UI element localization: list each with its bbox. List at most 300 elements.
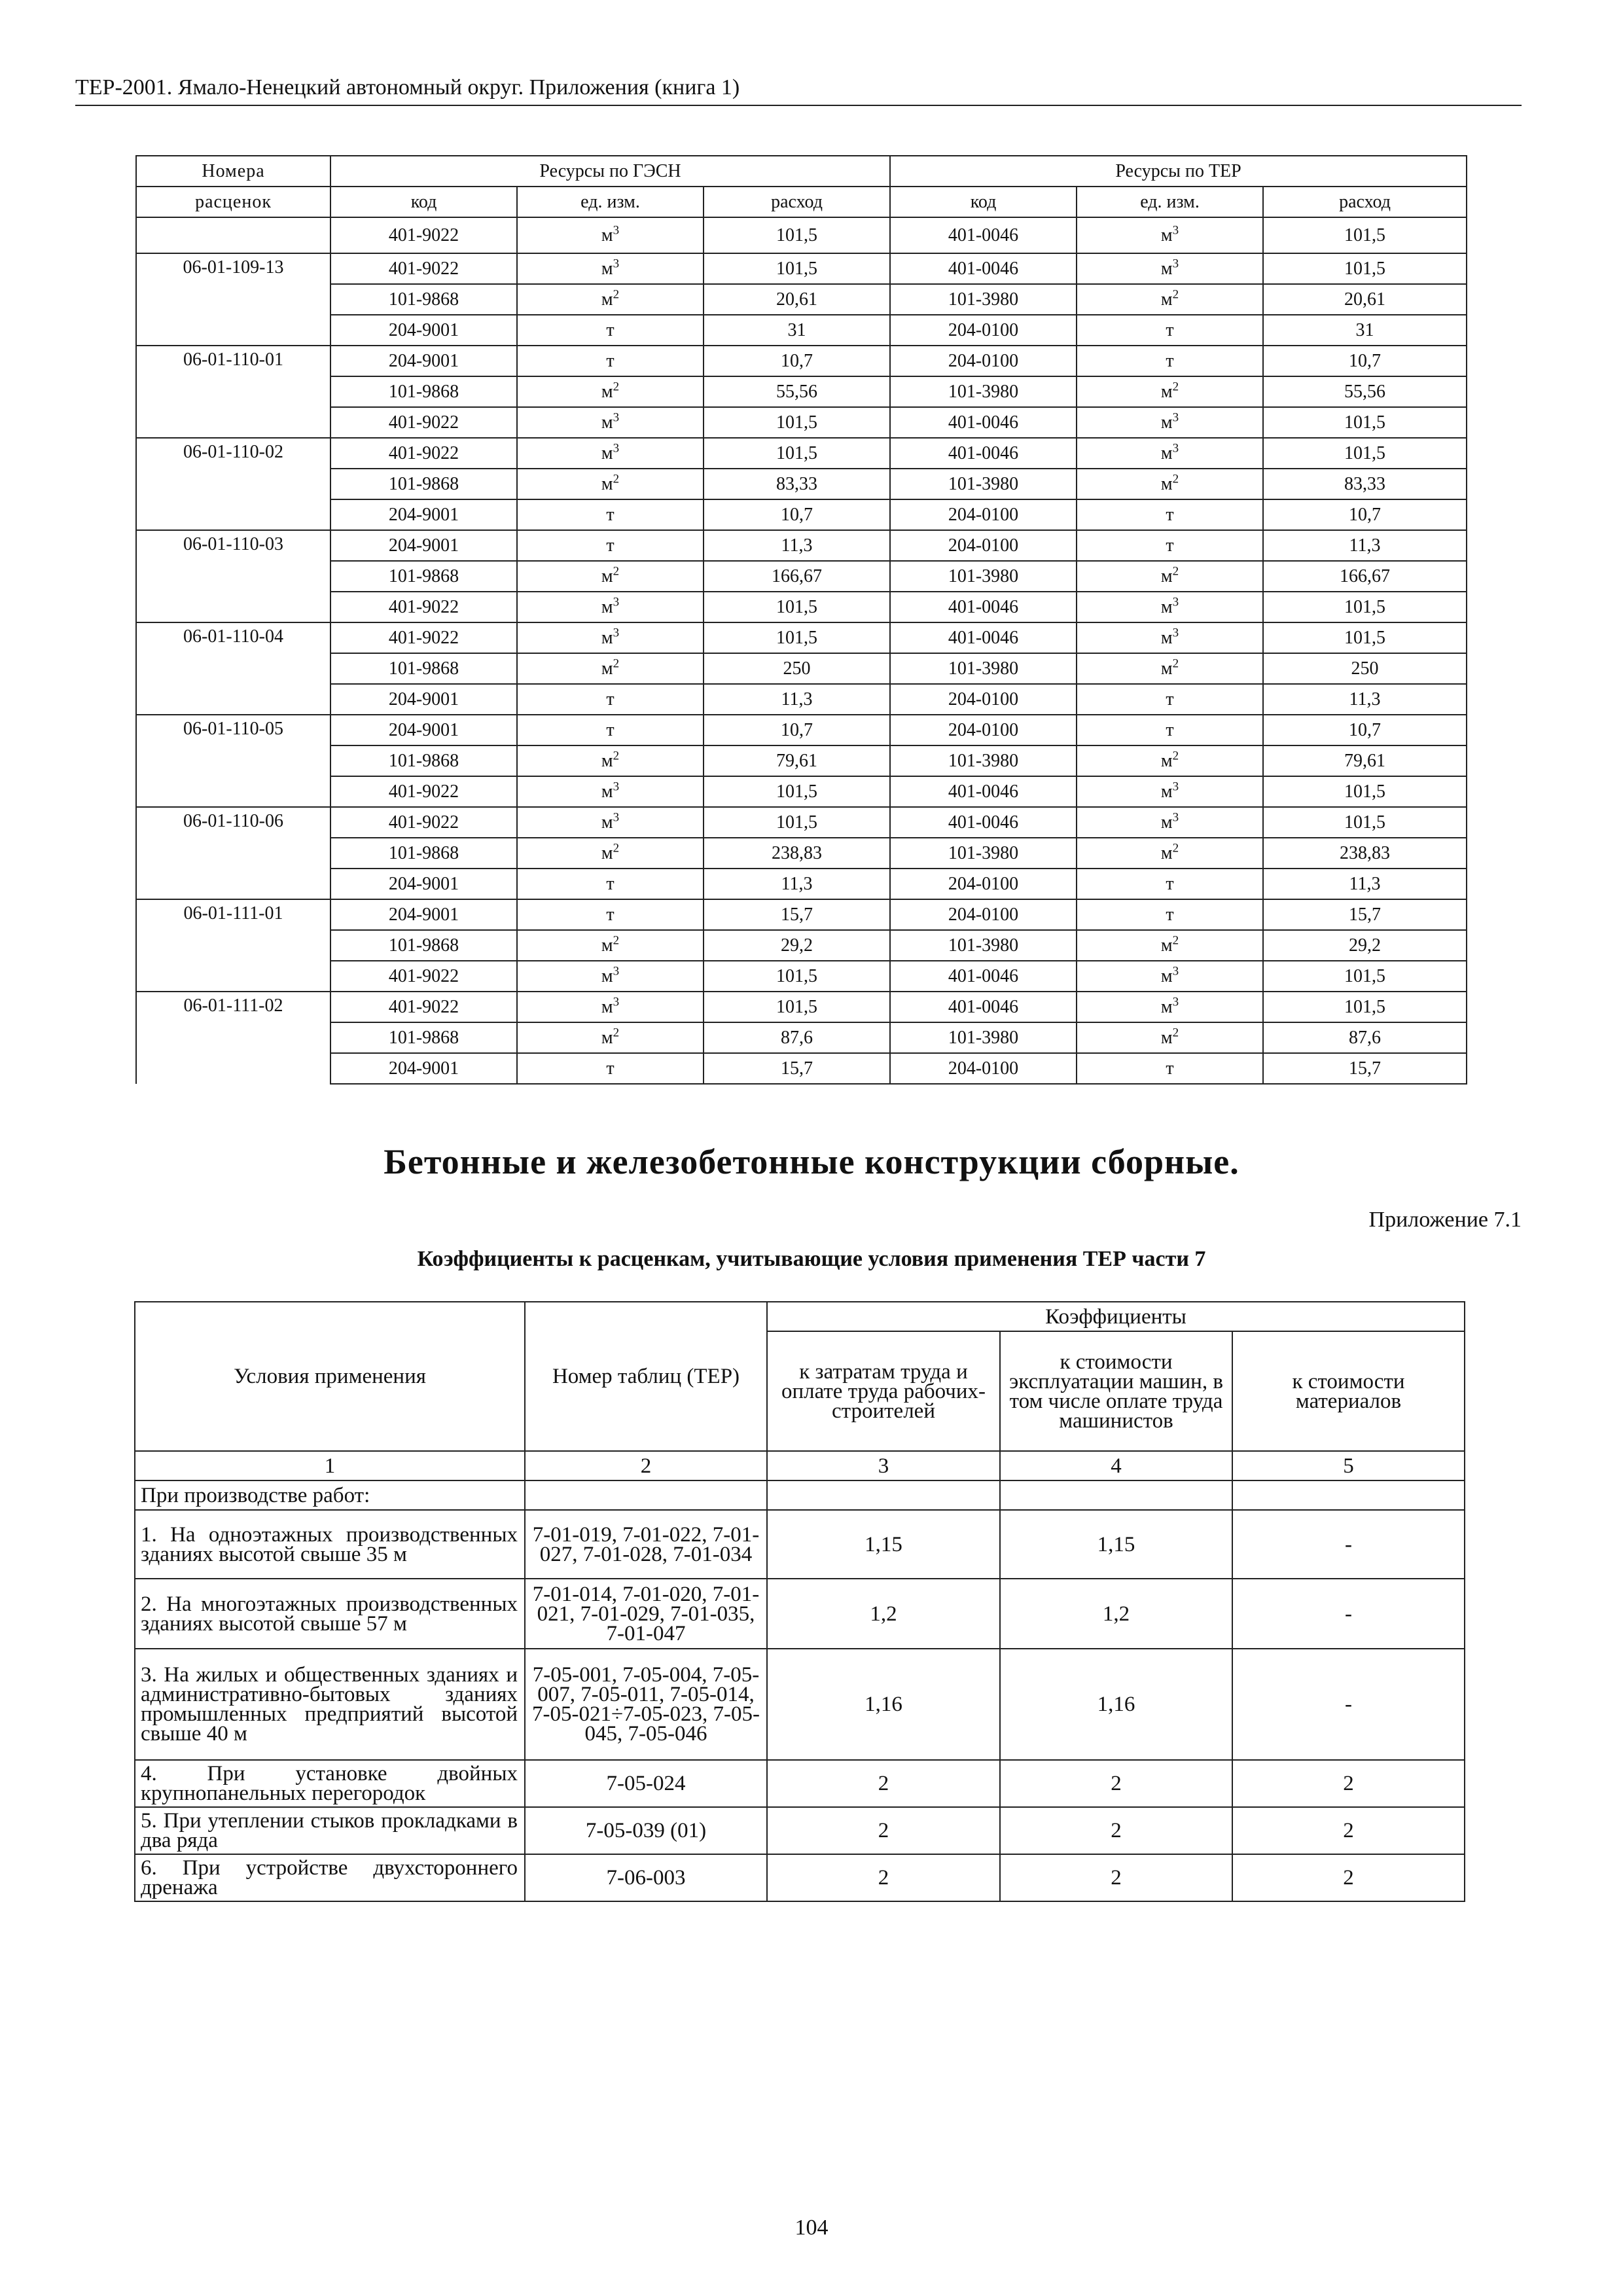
- ter-code-cell: 204-0100: [890, 530, 1077, 561]
- machines-coef-cell: 2: [1000, 1854, 1232, 1901]
- ter-qty-cell: 15,7: [1263, 899, 1467, 930]
- unit-text: м: [1160, 627, 1173, 648]
- gesn-qty-cell: 101,5: [704, 992, 890, 1022]
- gesn-unit-cell: [517, 745, 704, 776]
- column-number: 3: [767, 1451, 1000, 1480]
- unit-text: м: [1160, 750, 1173, 771]
- ter-qty-cell: 101,5: [1263, 592, 1467, 622]
- table-row: [136, 622, 1467, 653]
- gesn-unit-cell: [517, 684, 704, 715]
- page-header: ТЕР-2001. Ямало-Ненецкий автономный округ. Приложения (книга 1): [75, 73, 1522, 106]
- ter-code-cell: 401-0046: [890, 992, 1077, 1022]
- unit-text: м: [601, 473, 613, 494]
- ter-unit-cell: [1077, 992, 1263, 1022]
- gesn-qty-header: расход: [704, 187, 890, 217]
- gesn-code-cell: 204-9001: [330, 1053, 517, 1084]
- gesn-code-cell: 401-9022: [330, 407, 517, 438]
- gesn-code-header: код: [330, 187, 517, 217]
- unit-text: м: [1160, 258, 1173, 279]
- materials-coef-header: к стоимости материалов: [1232, 1331, 1465, 1451]
- ter-code-cell: 401-0046: [890, 622, 1077, 653]
- ter-unit-cell: [1077, 622, 1263, 653]
- ter-qty-cell: 55,56: [1263, 376, 1467, 407]
- unit-exponent: 3: [613, 626, 620, 640]
- unit-exponent: 2: [1172, 656, 1179, 671]
- unit-exponent: 2: [613, 472, 620, 486]
- materials-coef-cell: 2: [1232, 1854, 1465, 1901]
- gesn-qty-cell: 101,5: [704, 961, 890, 992]
- table-row: [136, 715, 1467, 745]
- unit-exponent: 2: [1172, 933, 1179, 948]
- unit-text: т: [606, 504, 615, 525]
- ter-unit-cell: [1077, 1022, 1263, 1053]
- table-row: [135, 1807, 1465, 1854]
- unit-text: т: [1166, 504, 1174, 525]
- ter-code-cell: 101-3980: [890, 930, 1077, 961]
- table-row: [136, 930, 1467, 961]
- unit-text: м: [601, 224, 613, 245]
- rate-code-cell: 06-01-110-06: [136, 807, 330, 899]
- ter-qty-cell: 29,2: [1263, 930, 1467, 961]
- table-row: [136, 438, 1467, 469]
- table-row: [136, 315, 1467, 346]
- materials-coef-cell: -: [1232, 1579, 1465, 1649]
- gesn-qty-cell: 31: [704, 315, 890, 346]
- gesn-code-cell: 204-9001: [330, 315, 517, 346]
- unit-text: м: [1160, 596, 1173, 617]
- unit-text: м: [601, 935, 613, 956]
- table-row: [136, 407, 1467, 438]
- labor-coef-cell: 1,2: [767, 1579, 1000, 1649]
- gesn-qty-cell: 101,5: [704, 407, 890, 438]
- gesn-qty-cell: 20,61: [704, 284, 890, 315]
- unit-exponent: 3: [1172, 995, 1179, 1009]
- unit-exponent: 2: [1172, 564, 1179, 579]
- unit-text: м: [601, 781, 613, 802]
- gesn-unit-cell: [517, 376, 704, 407]
- table-row: [136, 776, 1467, 807]
- ter-unit-cell: [1077, 653, 1263, 684]
- rate-code-cell: 06-01-110-03: [136, 530, 330, 622]
- unit-text: м: [601, 442, 613, 463]
- unit-exponent: 3: [1172, 626, 1179, 640]
- ter-qty-cell: 101,5: [1263, 438, 1467, 469]
- table-row: [136, 530, 1467, 561]
- unit-text: м: [1160, 996, 1173, 1017]
- ter-qty-cell: 79,61: [1263, 745, 1467, 776]
- unit-text: м: [601, 750, 613, 771]
- unit-text: т: [1166, 904, 1174, 925]
- ter-unit-cell: [1077, 838, 1263, 869]
- ter-unit-cell: [1077, 869, 1263, 899]
- ter-unit-cell: [1077, 561, 1263, 592]
- appendix-label: Приложение 7.1: [1368, 1208, 1522, 1232]
- unit-exponent: 2: [613, 1026, 620, 1040]
- unit-exponent: 2: [613, 656, 620, 671]
- unit-text: м: [601, 842, 613, 863]
- gesn-code-cell: 101-9868: [330, 469, 517, 499]
- table-row: [136, 346, 1467, 376]
- column-number: 1: [135, 1451, 525, 1480]
- gesn-unit-cell: [517, 346, 704, 376]
- ter-qty-cell: 10,7: [1263, 715, 1467, 745]
- gesn-code-cell: 204-9001: [330, 715, 517, 745]
- gesn-qty-cell: 11,3: [704, 869, 890, 899]
- ter-unit-cell: [1077, 961, 1263, 992]
- gesn-code-cell: 401-9022: [330, 776, 517, 807]
- ter-unit-cell: [1077, 745, 1263, 776]
- table-row: [136, 284, 1467, 315]
- unit-exponent: 2: [613, 380, 620, 394]
- column-number: 5: [1232, 1451, 1465, 1480]
- unit-exponent: 3: [1172, 223, 1179, 238]
- unit-exponent: 3: [1172, 410, 1179, 425]
- table-row: [136, 561, 1467, 592]
- ter-qty-cell: 166,67: [1263, 561, 1467, 592]
- gesn-qty-cell: 83,33: [704, 469, 890, 499]
- unit-text: м: [1160, 442, 1173, 463]
- unit-exponent: 3: [1172, 257, 1179, 271]
- gesn-unit-cell: [517, 284, 704, 315]
- table-row: [136, 838, 1467, 869]
- unit-text: м: [1160, 1027, 1173, 1048]
- rate-code-cell: 06-01-110-02: [136, 438, 330, 530]
- rate-code-cell: 06-01-110-04: [136, 622, 330, 715]
- condition-cell: 1. На одноэтажных производственных зданиях высотой свыше 35 м: [135, 1510, 525, 1579]
- ter-unit-cell: [1077, 1053, 1263, 1084]
- gesn-unit-cell: [517, 622, 704, 653]
- condition-cell: 6. При устройстве двухстороннего дренажа: [135, 1854, 525, 1901]
- ter-code-cell: 204-0100: [890, 684, 1077, 715]
- ter-code-cell: 204-0100: [890, 499, 1077, 530]
- ter-code-header: код: [890, 187, 1077, 217]
- machines-coef-cell: 1,2: [1000, 1579, 1232, 1649]
- table-row: [135, 1854, 1465, 1901]
- table-row: [136, 745, 1467, 776]
- unit-text: м: [601, 812, 613, 833]
- labor-coef-cell: 1,16: [767, 1649, 1000, 1760]
- ter-unit-cell: [1077, 715, 1263, 745]
- unit-text: м: [1160, 381, 1173, 402]
- unit-exponent: 3: [613, 595, 620, 609]
- ter-qty-cell: 101,5: [1263, 961, 1467, 992]
- gesn-code-cell: 101-9868: [330, 284, 517, 315]
- table-row: [136, 253, 1467, 284]
- unit-text: м: [601, 627, 613, 648]
- unit-text: м: [601, 596, 613, 617]
- unit-exponent: 3: [613, 257, 620, 271]
- table-row: [136, 961, 1467, 992]
- ter-unit-cell: [1077, 438, 1263, 469]
- gesn-code-cell: 401-9022: [330, 961, 517, 992]
- unit-text: м: [1160, 842, 1173, 863]
- ter-unit-cell: [1077, 530, 1263, 561]
- unit-exponent: 2: [613, 564, 620, 579]
- gesn-code-cell: 204-9001: [330, 499, 517, 530]
- gesn-code-cell: 101-9868: [330, 930, 517, 961]
- condition-cell: 5. При утеплении стыков прокладками в два ряда: [135, 1807, 525, 1854]
- table-row: [135, 1760, 1465, 1807]
- gesn-unit-cell: [517, 807, 704, 838]
- ter-unit-header: ед. изм.: [1077, 187, 1263, 217]
- unit-exponent: 2: [1172, 287, 1179, 302]
- unit-text: м: [1160, 781, 1173, 802]
- materials-coef-cell: -: [1232, 1510, 1465, 1579]
- unit-exponent: 3: [613, 995, 620, 1009]
- ter-code-cell: 401-0046: [890, 253, 1077, 284]
- gesn-resources-header: Ресурсы по ГЭСН: [330, 156, 890, 187]
- ter-qty-cell: 87,6: [1263, 1022, 1467, 1053]
- unit-text: т: [1166, 719, 1174, 740]
- table-row: [135, 1510, 1465, 1579]
- gesn-qty-cell: 15,7: [704, 899, 890, 930]
- unit-exponent: 3: [1172, 780, 1179, 794]
- labor-coef-cell: 2: [767, 1760, 1000, 1807]
- unit-text: т: [1166, 350, 1174, 371]
- ter-code-cell: 204-0100: [890, 346, 1077, 376]
- ter-code-cell: 401-0046: [890, 961, 1077, 992]
- ter-qty-cell: 31: [1263, 315, 1467, 346]
- gesn-code-cell: 401-9022: [330, 592, 517, 622]
- tables-cell: 7-06-003: [525, 1854, 767, 1901]
- rate-code-cell: 06-01-111-01: [136, 899, 330, 992]
- unit-text: м: [601, 381, 613, 402]
- tables-cell: 7-05-001, 7-05-004, 7-05-007, 7-05-011, 7-05-014, 7-05-021÷7-05-023, 7-05-045, 7-05-046: [525, 1649, 767, 1760]
- section-title: Бетонные и железобетонные конструкции сборные.: [383, 1142, 1240, 1181]
- gesn-unit-cell: [517, 217, 704, 253]
- unit-exponent: 2: [1172, 380, 1179, 394]
- unit-exponent: 3: [613, 810, 620, 825]
- unit-text: м: [1160, 658, 1173, 679]
- ter-qty-cell: 101,5: [1263, 776, 1467, 807]
- unit-text: т: [1166, 535, 1174, 556]
- unit-text: т: [1166, 873, 1174, 894]
- unit-exponent: 3: [1172, 595, 1179, 609]
- ter-code-cell: 101-3980: [890, 561, 1077, 592]
- ter-unit-cell: [1077, 217, 1263, 253]
- coefficients-header: Коэффициенты: [767, 1302, 1465, 1331]
- gesn-qty-cell: 10,7: [704, 499, 890, 530]
- ter-code-cell: 101-3980: [890, 745, 1077, 776]
- table-row: [136, 869, 1467, 899]
- gesn-qty-cell: 11,3: [704, 684, 890, 715]
- ter-unit-cell: [1077, 776, 1263, 807]
- unit-text: м: [1160, 289, 1173, 310]
- gesn-unit-cell: [517, 899, 704, 930]
- unit-text: т: [606, 535, 615, 556]
- gesn-unit-cell: [517, 1053, 704, 1084]
- ter-qty-cell: 238,83: [1263, 838, 1467, 869]
- gesn-unit-cell: [517, 253, 704, 284]
- ter-code-cell: 204-0100: [890, 1053, 1077, 1084]
- gesn-qty-cell: 101,5: [704, 253, 890, 284]
- ter-code-cell: 101-3980: [890, 469, 1077, 499]
- resources-table-body: [136, 217, 1467, 1084]
- condition-cell: 2. На многоэтажных производственных зданиях высотой свыше 57 м: [135, 1579, 525, 1649]
- ter-unit-cell: [1077, 807, 1263, 838]
- ter-code-cell: 204-0100: [890, 315, 1077, 346]
- column-number: 4: [1000, 1451, 1232, 1480]
- gesn-code-cell: 204-9001: [330, 530, 517, 561]
- materials-coef-cell: -: [1232, 1649, 1465, 1760]
- unit-exponent: 2: [613, 841, 620, 855]
- ter-qty-cell: 101,5: [1263, 217, 1467, 253]
- coefficients-table-body: [135, 1480, 1465, 1901]
- rate-numbers-header: Номера: [136, 156, 330, 187]
- ter-code-cell: 204-0100: [890, 869, 1077, 899]
- unit-text: т: [606, 689, 615, 709]
- ter-code-cell: 101-3980: [890, 1022, 1077, 1053]
- coefficients-table: [134, 1301, 1465, 1902]
- rate-code-cell: [136, 217, 330, 253]
- unit-exponent: 3: [613, 964, 620, 978]
- ter-unit-cell: [1077, 499, 1263, 530]
- gesn-code-cell: 401-9022: [330, 807, 517, 838]
- gesn-unit-cell: [517, 961, 704, 992]
- gesn-code-cell: 401-9022: [330, 992, 517, 1022]
- ter-qty-header: расход: [1263, 187, 1467, 217]
- ter-qty-cell: 10,7: [1263, 346, 1467, 376]
- ter-resources-header: Ресурсы по ТЕР: [890, 156, 1467, 187]
- ter-qty-cell: 83,33: [1263, 469, 1467, 499]
- ter-unit-cell: [1077, 684, 1263, 715]
- condition-cell: 4. При установке двойных крупнопанельных перегородок: [135, 1760, 525, 1807]
- ter-qty-cell: 10,7: [1263, 499, 1467, 530]
- ter-unit-cell: [1077, 930, 1263, 961]
- gesn-unit-cell: [517, 653, 704, 684]
- unit-text: м: [601, 658, 613, 679]
- tables-cell: 7-01-019, 7-01-022, 7-01-027, 7-01-028, 7-01-034: [525, 1510, 767, 1579]
- ter-unit-cell: [1077, 469, 1263, 499]
- gesn-qty-cell: 101,5: [704, 807, 890, 838]
- gesn-code-cell: 401-9022: [330, 217, 517, 253]
- unit-text: т: [606, 350, 615, 371]
- gesn-unit-cell: [517, 715, 704, 745]
- gesn-code-cell: 101-9868: [330, 376, 517, 407]
- gesn-qty-cell: 250: [704, 653, 890, 684]
- ter-unit-cell: [1077, 315, 1263, 346]
- ter-code-cell: 401-0046: [890, 438, 1077, 469]
- table-row: [136, 807, 1467, 838]
- unit-exponent: 3: [613, 223, 620, 238]
- ter-code-cell: 204-0100: [890, 899, 1077, 930]
- table-row: [136, 992, 1467, 1022]
- column-number: 2: [525, 1451, 767, 1480]
- unit-exponent: 3: [1172, 441, 1179, 456]
- machines-coef-cell: 2: [1000, 1760, 1232, 1807]
- ter-qty-cell: 11,3: [1263, 869, 1467, 899]
- gesn-unit-header: ед. изм.: [517, 187, 704, 217]
- gesn-unit-cell: [517, 407, 704, 438]
- unit-exponent: 3: [613, 780, 620, 794]
- table-row: [136, 499, 1467, 530]
- unit-text: т: [606, 719, 615, 740]
- unit-exponent: 2: [613, 749, 620, 763]
- machines-coef-cell: 1,15: [1000, 1510, 1232, 1579]
- table-row: [136, 217, 1467, 253]
- unit-text: м: [1160, 565, 1173, 586]
- ter-qty-cell: 101,5: [1263, 622, 1467, 653]
- unit-text: м: [1160, 965, 1173, 986]
- unit-text: м: [601, 965, 613, 986]
- unit-text: м: [601, 258, 613, 279]
- table-row: [136, 653, 1467, 684]
- unit-text: т: [606, 319, 615, 340]
- machines-coef-cell: 2: [1000, 1807, 1232, 1854]
- gesn-code-cell: 101-9868: [330, 561, 517, 592]
- unit-exponent: 3: [1172, 964, 1179, 978]
- conditions-header: Условия применения: [135, 1302, 525, 1451]
- rate-code-cell: 06-01-110-05: [136, 715, 330, 807]
- gesn-qty-cell: 101,5: [704, 622, 890, 653]
- unit-exponent: 3: [613, 410, 620, 425]
- gesn-code-cell: 204-9001: [330, 684, 517, 715]
- unit-text: м: [601, 565, 613, 586]
- labor-coef-cell: 2: [767, 1854, 1000, 1901]
- ter-code-cell: 101-3980: [890, 376, 1077, 407]
- unit-text: т: [606, 904, 615, 925]
- gesn-unit-cell: [517, 1022, 704, 1053]
- gesn-unit-cell: [517, 592, 704, 622]
- ter-code-cell: 401-0046: [890, 592, 1077, 622]
- ter-unit-cell: [1077, 407, 1263, 438]
- unit-text: м: [1160, 473, 1173, 494]
- ter-code-cell: 101-3980: [890, 653, 1077, 684]
- gesn-qty-cell: 10,7: [704, 346, 890, 376]
- table-row: [136, 592, 1467, 622]
- unit-text: м: [1160, 224, 1173, 245]
- gesn-unit-cell: [517, 992, 704, 1022]
- gesn-qty-cell: 166,67: [704, 561, 890, 592]
- gesn-qty-cell: 101,5: [704, 217, 890, 253]
- ter-unit-cell: [1077, 592, 1263, 622]
- ter-unit-cell: [1077, 899, 1263, 930]
- unit-text: т: [1166, 319, 1174, 340]
- ter-code-cell: 101-3980: [890, 838, 1077, 869]
- ter-code-cell: 204-0100: [890, 715, 1077, 745]
- table-row: [136, 1022, 1467, 1053]
- labor-coef-cell: 2: [767, 1807, 1000, 1854]
- tables-header: Номер таблиц (ТЕР): [525, 1302, 767, 1451]
- gesn-unit-cell: [517, 776, 704, 807]
- table-row: [135, 1649, 1465, 1760]
- tables-cell: 7-05-024: [525, 1760, 767, 1807]
- materials-coef-cell: 2: [1232, 1760, 1465, 1807]
- unit-exponent: 3: [1172, 810, 1179, 825]
- rate-code-cell: 06-01-109-13: [136, 253, 330, 346]
- unit-text: т: [606, 873, 615, 894]
- unit-exponent: 2: [1172, 1026, 1179, 1040]
- unit-exponent: 2: [613, 287, 620, 302]
- unit-exponent: 2: [613, 933, 620, 948]
- ter-qty-cell: 250: [1263, 653, 1467, 684]
- ter-unit-cell: [1077, 284, 1263, 315]
- gesn-unit-cell: [517, 469, 704, 499]
- labor-coef-header: к затратам труда и оплате труда рабочих-строителей: [767, 1331, 1000, 1451]
- gesn-code-cell: 204-9001: [330, 899, 517, 930]
- unit-text: т: [1166, 689, 1174, 709]
- unit-text: м: [1160, 812, 1173, 833]
- gesn-qty-cell: 87,6: [704, 1022, 890, 1053]
- machines-coef-header: к стоимости эксплуатации машин, в том числе оплате труда машинистов: [1000, 1331, 1232, 1451]
- unit-exponent: 2: [1172, 749, 1179, 763]
- tables-cell: 7-05-039 (01): [525, 1807, 767, 1854]
- ter-qty-cell: 101,5: [1263, 253, 1467, 284]
- gesn-unit-cell: [517, 499, 704, 530]
- ter-code-cell: 401-0046: [890, 776, 1077, 807]
- gesn-qty-cell: 79,61: [704, 745, 890, 776]
- gesn-unit-cell: [517, 530, 704, 561]
